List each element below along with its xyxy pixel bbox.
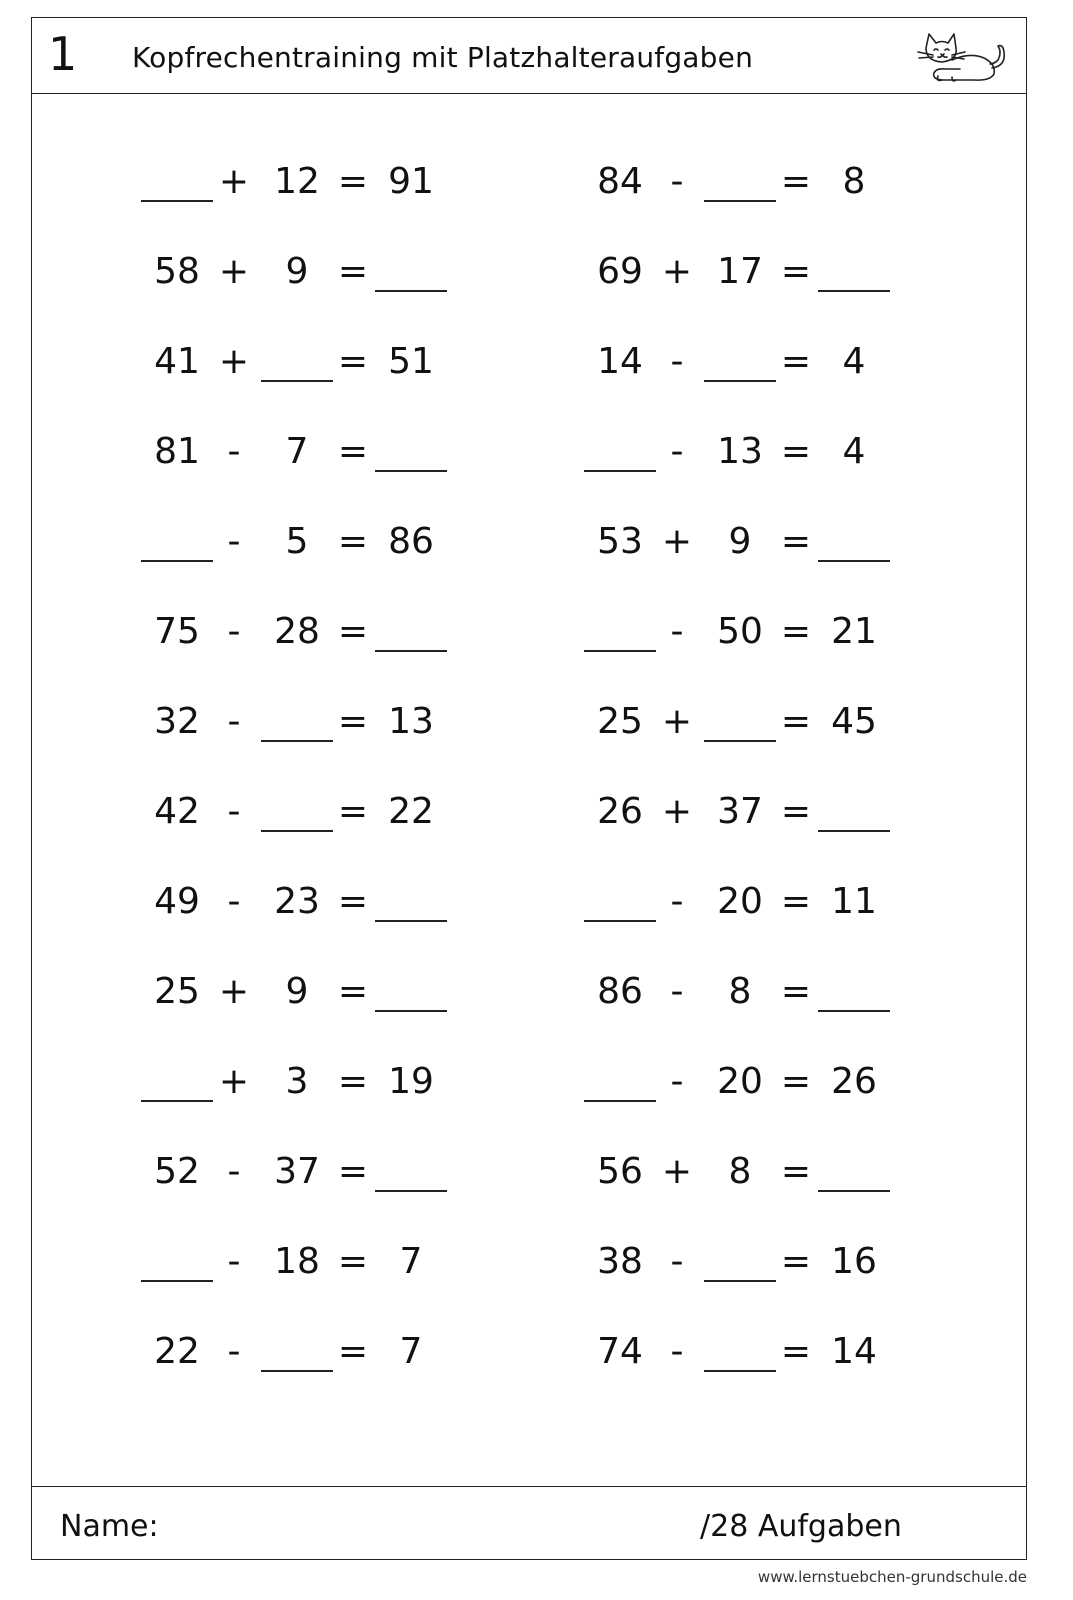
equals-sign: = — [337, 611, 369, 652]
first-operand: 25 — [597, 701, 643, 742]
second-operand: 9 — [728, 521, 752, 562]
result: 8 — [842, 161, 866, 202]
first-operand: 74 — [597, 1331, 643, 1372]
answer-blank[interactable] — [580, 872, 660, 932]
result: 26 — [831, 1061, 877, 1102]
result: 22 — [388, 791, 434, 832]
problem-row — [580, 1052, 894, 1112]
operator: + — [661, 701, 693, 742]
problem-row — [137, 602, 451, 662]
operator: - — [670, 161, 684, 202]
blank-line — [261, 1370, 333, 1372]
equals-sign: = — [337, 341, 369, 382]
equals-sign: = — [337, 1331, 369, 1372]
answer-blank[interactable] — [257, 782, 337, 842]
result: 16 — [831, 1241, 877, 1282]
blank-line — [261, 380, 333, 382]
operator: - — [227, 701, 241, 742]
problem-row — [137, 1322, 451, 1382]
equals-sign: = — [780, 431, 812, 472]
equals-sign: = — [780, 1061, 812, 1102]
operator: - — [227, 1151, 241, 1192]
problem-row — [137, 332, 451, 392]
problem-row — [137, 782, 451, 842]
first-operand: 81 — [154, 431, 200, 472]
problem-row — [137, 1232, 451, 1292]
problem-row — [137, 242, 451, 302]
problem-row — [580, 152, 894, 212]
operator: - — [670, 341, 684, 382]
second-operand: 13 — [717, 431, 763, 472]
equals-sign: = — [780, 611, 812, 652]
second-operand: 17 — [717, 251, 763, 292]
first-operand: 41 — [154, 341, 200, 382]
answer-blank[interactable] — [814, 242, 894, 302]
result: 7 — [399, 1241, 423, 1282]
first-operand: 38 — [597, 1241, 643, 1282]
operator: + — [661, 251, 693, 292]
operator: - — [227, 611, 241, 652]
operator: + — [661, 521, 693, 562]
operator: - — [670, 971, 684, 1012]
answer-blank[interactable] — [700, 1322, 780, 1382]
equals-sign: = — [337, 881, 369, 922]
second-operand: 3 — [285, 1061, 309, 1102]
second-operand: 8 — [728, 1151, 752, 1192]
second-operand: 37 — [717, 791, 763, 832]
blank-line — [704, 380, 776, 382]
first-operand: 32 — [154, 701, 200, 742]
equals-sign: = — [337, 1151, 369, 1192]
result: 19 — [388, 1061, 434, 1102]
equals-sign: = — [337, 521, 369, 562]
equals-sign: = — [337, 1241, 369, 1282]
blank-line — [584, 470, 656, 472]
operator: - — [670, 1061, 684, 1102]
operator: - — [227, 791, 241, 832]
problem-row — [580, 1142, 894, 1202]
answer-blank[interactable] — [580, 602, 660, 662]
operator: + — [218, 971, 250, 1012]
first-operand: 26 — [597, 791, 643, 832]
first-operand: 52 — [154, 1151, 200, 1192]
equals-sign: = — [780, 161, 812, 202]
answer-blank[interactable] — [371, 422, 451, 482]
result: 7 — [399, 1331, 423, 1372]
first-operand: 75 — [154, 611, 200, 652]
blank-line — [375, 470, 447, 472]
operator: + — [218, 1061, 250, 1102]
name-label: Name: — [60, 1509, 159, 1544]
first-operand: 49 — [154, 881, 200, 922]
problem-row — [580, 1322, 894, 1382]
blank-line — [375, 650, 447, 652]
equals-sign: = — [780, 1151, 812, 1192]
operator: - — [670, 1241, 684, 1282]
operator: - — [227, 431, 241, 472]
answer-blank[interactable] — [814, 962, 894, 1022]
website-footer: www.lernstuebchen-grundschule.de — [757, 1568, 1027, 1586]
answer-blank[interactable] — [700, 152, 780, 212]
score-label: /28 Aufgaben — [700, 1509, 902, 1544]
result: 11 — [831, 881, 877, 922]
answer-blank[interactable] — [580, 422, 660, 482]
cat-icon — [912, 26, 1012, 86]
second-operand: 9 — [285, 971, 309, 1012]
answer-blank[interactable] — [371, 1142, 451, 1202]
first-operand: 14 — [597, 341, 643, 382]
second-operand: 37 — [274, 1151, 320, 1192]
problem-row — [580, 782, 894, 842]
answer-blank[interactable] — [371, 872, 451, 932]
operator: - — [670, 611, 684, 652]
answer-blank[interactable] — [257, 692, 337, 752]
operator: + — [218, 251, 250, 292]
equals-sign: = — [337, 971, 369, 1012]
equals-sign: = — [337, 791, 369, 832]
answer-blank[interactable] — [814, 1142, 894, 1202]
result: 45 — [831, 701, 877, 742]
problem-row — [580, 242, 894, 302]
blank-line — [584, 1100, 656, 1102]
first-operand: 56 — [597, 1151, 643, 1192]
blank-line — [818, 1190, 890, 1192]
blank-line — [704, 1370, 776, 1372]
second-operand: 8 — [728, 971, 752, 1012]
equals-sign: = — [337, 1061, 369, 1102]
equals-sign: = — [780, 881, 812, 922]
answer-blank[interactable] — [700, 1232, 780, 1292]
worksheet — [31, 17, 1027, 1560]
answer-blank[interactable] — [371, 962, 451, 1022]
operator: - — [670, 881, 684, 922]
blank-line — [141, 200, 213, 202]
problem-row — [580, 872, 894, 932]
operator: - — [227, 1331, 241, 1372]
problem-row — [137, 1052, 451, 1112]
first-operand: 25 — [154, 971, 200, 1012]
result: 4 — [842, 431, 866, 472]
second-operand: 9 — [285, 251, 309, 292]
blank-line — [704, 1280, 776, 1282]
equals-sign: = — [337, 251, 369, 292]
equals-sign: = — [780, 1241, 812, 1282]
operator: - — [670, 1331, 684, 1372]
operator: + — [218, 161, 250, 202]
answer-blank[interactable] — [137, 152, 217, 212]
problem-row — [137, 152, 451, 212]
answer-blank[interactable] — [814, 782, 894, 842]
operator: + — [661, 1151, 693, 1192]
blank-line — [141, 1280, 213, 1282]
first-operand: 86 — [597, 971, 643, 1012]
operator: + — [218, 341, 250, 382]
operator: - — [670, 431, 684, 472]
problem-row — [580, 332, 894, 392]
equals-sign: = — [337, 431, 369, 472]
blank-line — [141, 1100, 213, 1102]
first-operand: 69 — [597, 251, 643, 292]
equals-sign: = — [780, 341, 812, 382]
operator: - — [227, 1241, 241, 1282]
second-operand: 18 — [274, 1241, 320, 1282]
answer-blank[interactable] — [371, 602, 451, 662]
operator: - — [227, 881, 241, 922]
first-operand: 53 — [597, 521, 643, 562]
answer-blank[interactable] — [137, 512, 217, 572]
blank-line — [141, 560, 213, 562]
result: 4 — [842, 341, 866, 382]
second-operand: 20 — [717, 881, 763, 922]
problem-row — [137, 872, 451, 932]
second-operand: 28 — [274, 611, 320, 652]
result: 14 — [831, 1331, 877, 1372]
answer-blank[interactable] — [257, 1322, 337, 1382]
problem-row — [580, 422, 894, 482]
problem-row — [580, 512, 894, 572]
problem-row — [580, 1232, 894, 1292]
blank-line — [704, 200, 776, 202]
answer-blank[interactable] — [814, 512, 894, 572]
second-operand: 23 — [274, 881, 320, 922]
problem-row — [580, 692, 894, 752]
blank-line — [375, 290, 447, 292]
answer-blank[interactable] — [580, 1052, 660, 1112]
blank-line — [261, 740, 333, 742]
blank-line — [818, 560, 890, 562]
equals-sign: = — [337, 701, 369, 742]
page-title: Kopfrechentraining mit Platzhalteraufgaben — [132, 41, 754, 74]
blank-line — [261, 830, 333, 832]
blank-line — [584, 650, 656, 652]
second-operand: 7 — [285, 431, 309, 472]
result: 91 — [388, 161, 434, 202]
first-operand: 58 — [154, 251, 200, 292]
answer-blank[interactable] — [700, 692, 780, 752]
problem-row — [137, 962, 451, 1022]
problem-row — [580, 602, 894, 662]
second-operand: 12 — [274, 161, 320, 202]
second-operand: 5 — [285, 521, 309, 562]
problem-row — [137, 1142, 451, 1202]
blank-line — [375, 1010, 447, 1012]
answer-blank[interactable] — [137, 1232, 217, 1292]
result: 21 — [831, 611, 877, 652]
worksheet-footer — [32, 1486, 1026, 1559]
equals-sign: = — [780, 521, 812, 562]
answer-blank[interactable] — [371, 242, 451, 302]
problems-area — [32, 93, 1026, 1504]
blank-line — [704, 740, 776, 742]
result: 51 — [388, 341, 434, 382]
equals-sign: = — [780, 791, 812, 832]
first-operand: 42 — [154, 791, 200, 832]
blank-line — [375, 920, 447, 922]
equals-sign: = — [337, 161, 369, 202]
answer-blank[interactable] — [700, 332, 780, 392]
first-operand: 22 — [154, 1331, 200, 1372]
blank-line — [584, 920, 656, 922]
blank-line — [375, 1190, 447, 1192]
equals-sign: = — [780, 1331, 812, 1372]
answer-blank[interactable] — [257, 332, 337, 392]
operator: + — [661, 791, 693, 832]
equals-sign: = — [780, 251, 812, 292]
problem-row — [580, 962, 894, 1022]
blank-line — [818, 290, 890, 292]
blank-line — [818, 1010, 890, 1012]
problem-row — [137, 422, 451, 482]
equals-sign: = — [780, 971, 812, 1012]
sheet-number: 1 — [48, 27, 78, 81]
problem-row — [137, 512, 451, 572]
blank-line — [818, 830, 890, 832]
second-operand: 50 — [717, 611, 763, 652]
worksheet-header — [32, 18, 1026, 94]
second-operand: 20 — [717, 1061, 763, 1102]
operator: - — [227, 521, 241, 562]
result: 86 — [388, 521, 434, 562]
problem-row — [137, 692, 451, 752]
equals-sign: = — [780, 701, 812, 742]
result: 13 — [388, 701, 434, 742]
first-operand: 84 — [597, 161, 643, 202]
answer-blank[interactable] — [137, 1052, 217, 1112]
